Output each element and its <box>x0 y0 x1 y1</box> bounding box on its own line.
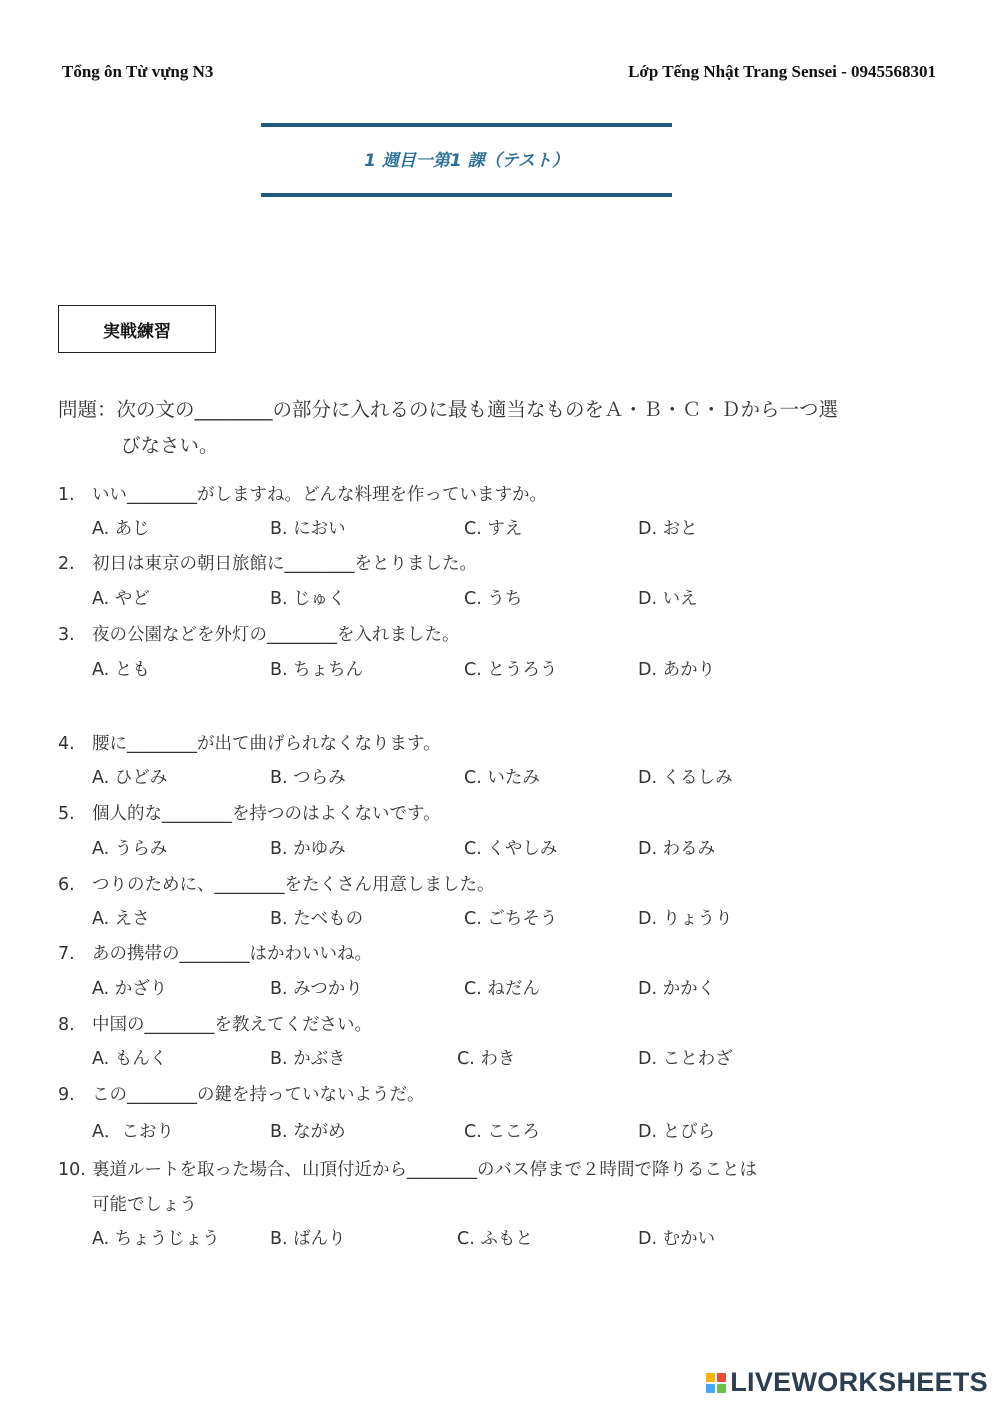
answer-option-b[interactable]: B. みつかり <box>270 979 363 999</box>
answer-option-d[interactable]: D. おと <box>638 519 698 539</box>
question-number: 4. <box>58 734 75 754</box>
answer-option-a[interactable]: A. かざり <box>92 979 168 999</box>
worksheet-title: 1 週目一第1 課（テスト） <box>364 151 569 171</box>
answer-option-d[interactable]: D. くるしみ <box>638 768 733 788</box>
answer-option-d[interactable]: D. ことわざ <box>638 1049 733 1069</box>
question <box>58 940 372 965</box>
question-text: つりのために、________をたくさん用意しました。 <box>92 875 495 895</box>
question-number: 6. <box>58 875 75 895</box>
answer-option-c[interactable]: C. いたみ <box>464 768 540 788</box>
answer-option-a[interactable]: A. うらみ <box>92 839 168 859</box>
answer-option-d[interactable]: D. むかい <box>638 1229 716 1249</box>
answer-option-b[interactable]: B. じゅく <box>270 589 346 609</box>
question <box>58 1011 372 1036</box>
answer-option-c[interactable]: C. ふもと <box>457 1229 533 1249</box>
logo-square <box>706 1373 715 1382</box>
answer-option-a[interactable]: A. やど <box>92 589 150 609</box>
section-label: 実戦練習 <box>103 321 171 342</box>
answer-option-c[interactable]: C. すえ <box>464 519 523 539</box>
question <box>58 481 547 506</box>
title-rule-top <box>261 123 672 127</box>
question-text: 腰に________が出て曲げられなくなります。 <box>92 734 441 754</box>
question <box>58 550 477 575</box>
question-text: 個人的な________を持つのはよくないです。 <box>92 804 441 824</box>
answer-option-b[interactable]: B. ちょちん <box>270 660 364 680</box>
answer-option-c[interactable]: C. こころ <box>464 1122 540 1142</box>
header-course-title: Tổng ôn Từ vựng N3 <box>62 62 214 81</box>
instruction-line-1: 問題：次の文の________の部分に入れるのに最も適当なものをＡ・Ｂ・Ｃ・Ｄから一つ選 <box>58 398 839 421</box>
answer-option-d[interactable]: D. かかく <box>638 979 716 999</box>
question <box>58 1081 425 1106</box>
answer-option-a[interactable]: A．こおり <box>92 1122 174 1142</box>
question-number: 3. <box>58 625 75 645</box>
logo-square <box>717 1384 726 1393</box>
title-rule-bottom <box>261 193 672 197</box>
logo-square <box>717 1373 726 1382</box>
question-text-continued: 可能でしょう <box>92 1195 197 1215</box>
answer-option-b[interactable]: B. たべもの <box>270 909 364 929</box>
answer-option-b[interactable]: B. かぶき <box>270 1049 346 1069</box>
liveworksheets-logo-text: LIVEWORKSHEETS <box>730 1367 988 1397</box>
question <box>58 730 441 755</box>
question-text: あの携帯の________はかわいいね。 <box>92 944 372 964</box>
answer-option-a[interactable]: A. ひどみ <box>92 768 168 788</box>
question <box>58 621 460 646</box>
question-number: 10. <box>58 1160 86 1180</box>
answer-option-a[interactable]: A. えさ <box>92 909 150 929</box>
question-number: 5. <box>58 804 75 824</box>
question <box>58 800 441 825</box>
answer-option-c[interactable]: C. ねだん <box>464 979 540 999</box>
question-text: 夜の公園などを外灯の________を入れました。 <box>92 625 460 645</box>
question-number: 1. <box>58 485 75 505</box>
answer-option-d[interactable]: D. いえ <box>638 589 698 609</box>
answer-option-b[interactable]: B. つらみ <box>270 768 346 788</box>
question-number: 7. <box>58 944 75 964</box>
answer-option-c[interactable]: C. わき <box>457 1049 516 1069</box>
answer-option-b[interactable]: B. かゆみ <box>270 839 346 859</box>
question-number: 2. <box>58 554 75 574</box>
liveworksheets-logo-icon <box>706 1373 726 1393</box>
logo-square <box>706 1384 715 1393</box>
answer-option-a[interactable]: A. ちょうじょう <box>92 1229 220 1249</box>
question-number: 9. <box>58 1085 75 1105</box>
answer-option-d[interactable]: D. りょうり <box>638 909 733 929</box>
answer-option-b[interactable]: B. におい <box>270 519 346 539</box>
answer-option-c[interactable]: C. ごちそう <box>464 909 558 929</box>
answer-option-a[interactable]: A. もんく <box>92 1049 168 1069</box>
header-class-contact: Lớp Tếng Nhật Trang Sensei - 0945568301 <box>628 62 936 81</box>
question-text: 中国の________を教えてください。 <box>92 1015 372 1035</box>
question-text: 初日は東京の朝日旅館に________をとりました。 <box>92 554 477 574</box>
answer-option-a[interactable]: A. あじ <box>92 519 150 539</box>
question <box>58 1156 757 1216</box>
answer-option-b[interactable]: B. ながめ <box>270 1122 346 1142</box>
question-text: この________の鍵を持っていないようだ。 <box>92 1085 425 1105</box>
instructions <box>58 392 928 464</box>
answer-option-c[interactable]: C. くやしみ <box>464 839 558 859</box>
answer-option-c[interactable]: C. うち <box>464 589 523 609</box>
question-number: 8. <box>58 1015 75 1035</box>
instruction-line-2: びなさい。 <box>121 434 219 457</box>
section-label-box <box>58 305 216 353</box>
answer-option-d[interactable]: D. とびら <box>638 1122 716 1142</box>
liveworksheets-logo <box>706 1367 988 1398</box>
question <box>58 871 495 896</box>
answer-option-a[interactable]: A. とも <box>92 660 150 680</box>
answer-option-d[interactable]: D. わるみ <box>638 839 716 859</box>
question-text: 裏道ルートを取った場合、山頂付近から________のバス停まで２時間で降りることは <box>92 1160 757 1180</box>
answer-option-b[interactable]: B. ばんり <box>270 1229 346 1249</box>
answer-option-c[interactable]: C. とうろう <box>464 660 558 680</box>
answer-option-d[interactable]: D. あかり <box>638 660 716 680</box>
question-text: いい________がしますね。どんな料理を作っていますか。 <box>92 485 547 505</box>
